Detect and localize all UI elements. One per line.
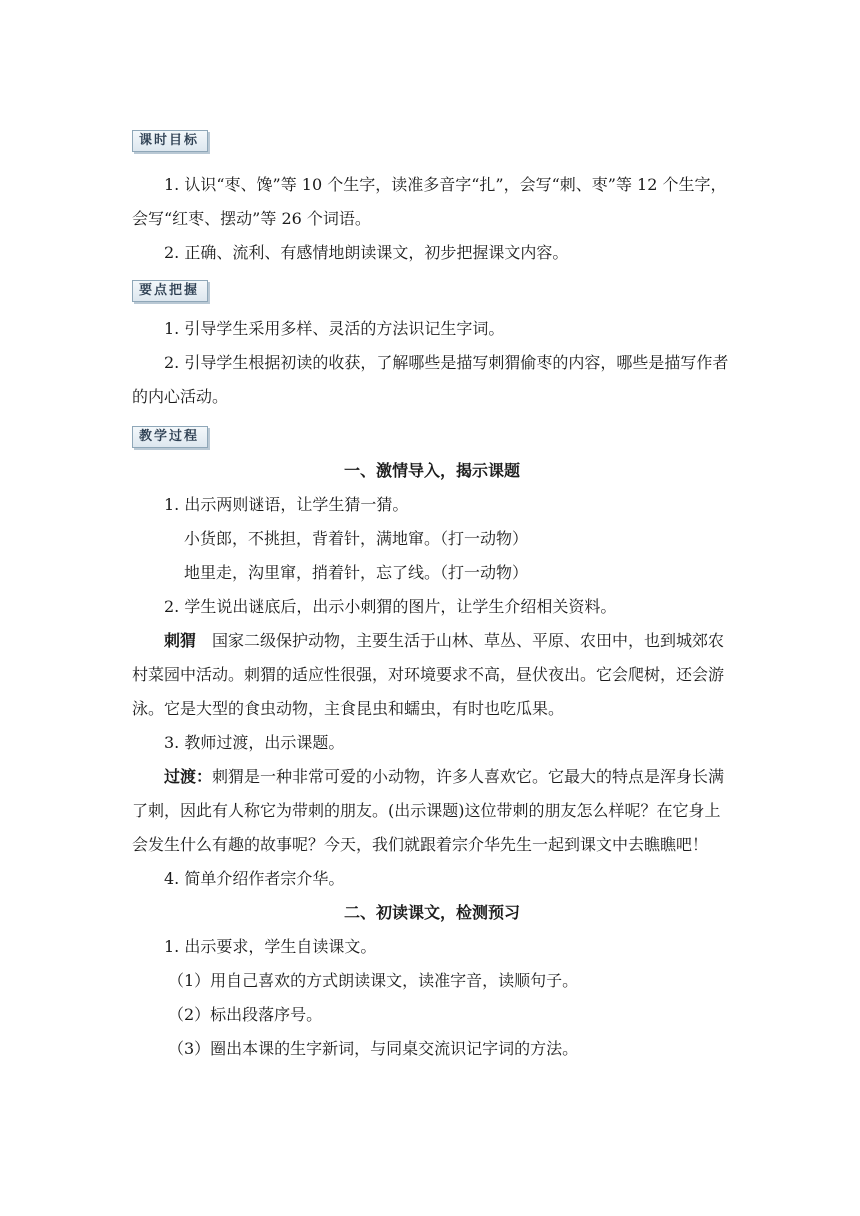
- lesson-plan: [132, 130, 732, 1066]
- key-point-item: 1. 引导学生采用多样、灵活的方法识记生字词。: [164, 319, 505, 338]
- part1-heading: 一、激情导入，揭示课题: [343, 461, 520, 480]
- section-key-points: [132, 280, 732, 302]
- requirement: （2）标出段落序号。: [168, 1005, 323, 1024]
- step: 3. 教师过渡，出示课题。: [164, 733, 345, 752]
- riddle: 小货郎，不挑担，背着针，满地窜。（打一动物）: [184, 529, 529, 548]
- step: 1. 出示要求，学生自读课文。: [164, 937, 377, 956]
- step: 1. 出示两则谜语，让学生猜一猜。: [164, 495, 409, 514]
- key-point-item: 2. 引导学生根据初读的收获，了解哪些是描写刺猬偷枣的内容，哪些是描写作者的内心活动。: [132, 353, 729, 406]
- transition-text: 刺猬是一种非常可爱的小动物，许多人喜欢它。它最大的特点是浑身长满了刺，因此有人称它为带刺的朋友。(出示课题)这位带刺的朋友怎么样呢？在它身上会发生什么有趣的故事呢？今天，我们就跟着宗介华先生一起到课文中去瞧瞧吧！: [132, 767, 725, 854]
- part2-heading: 二、初读课文，检测预习: [343, 903, 520, 922]
- step: 2. 学生说出谜底后，出示小刺猬的图片，让学生介绍相关资料。: [164, 597, 617, 616]
- tag-key-points: 要点把握: [132, 280, 208, 302]
- objective-item: 1. 认识“枣、馋”等 10 个生字，读准多音字“扎”，会写“刺、枣”等 12 个生字，会写“红枣、摆动”等 26 个词语。: [132, 175, 727, 228]
- objective-item: 2. 正确、流利、有感情地朗读课文，初步把握课文内容。: [164, 243, 569, 262]
- tag-objectives: 课时目标: [132, 130, 208, 152]
- tag-process: 教学过程: [132, 426, 208, 448]
- transition: [132, 760, 732, 862]
- info-text: 国家二级保护动物，主要生活于山林、草丛、平原、农田中，也到城郊农村菜园中活动。刺猬的适应性很强，对环境要求不高，昼伏夜出。它会爬树，还会游泳。它是大型的食虫动物，主食昆虫和蠕虫，有时也吃瓜果。: [132, 631, 725, 718]
- section-process: [132, 426, 732, 448]
- info-term: 刺猬: [164, 631, 197, 650]
- requirement: （1）用自己喜欢的方式朗读课文，读准字音，读顺句子。: [168, 971, 579, 990]
- riddle: 地里走，沟里窜，捎着针，忘了线。（打一动物）: [184, 563, 529, 582]
- requirement: （3）圈出本课的生字新词，与同桌交流识记字词的方法。: [168, 1039, 579, 1058]
- section-objectives: [132, 130, 732, 152]
- transition-label: 过渡：: [164, 767, 213, 786]
- hedgehog-info: [132, 624, 732, 726]
- step: 4. 简单介绍作者宗介华。: [164, 869, 345, 888]
